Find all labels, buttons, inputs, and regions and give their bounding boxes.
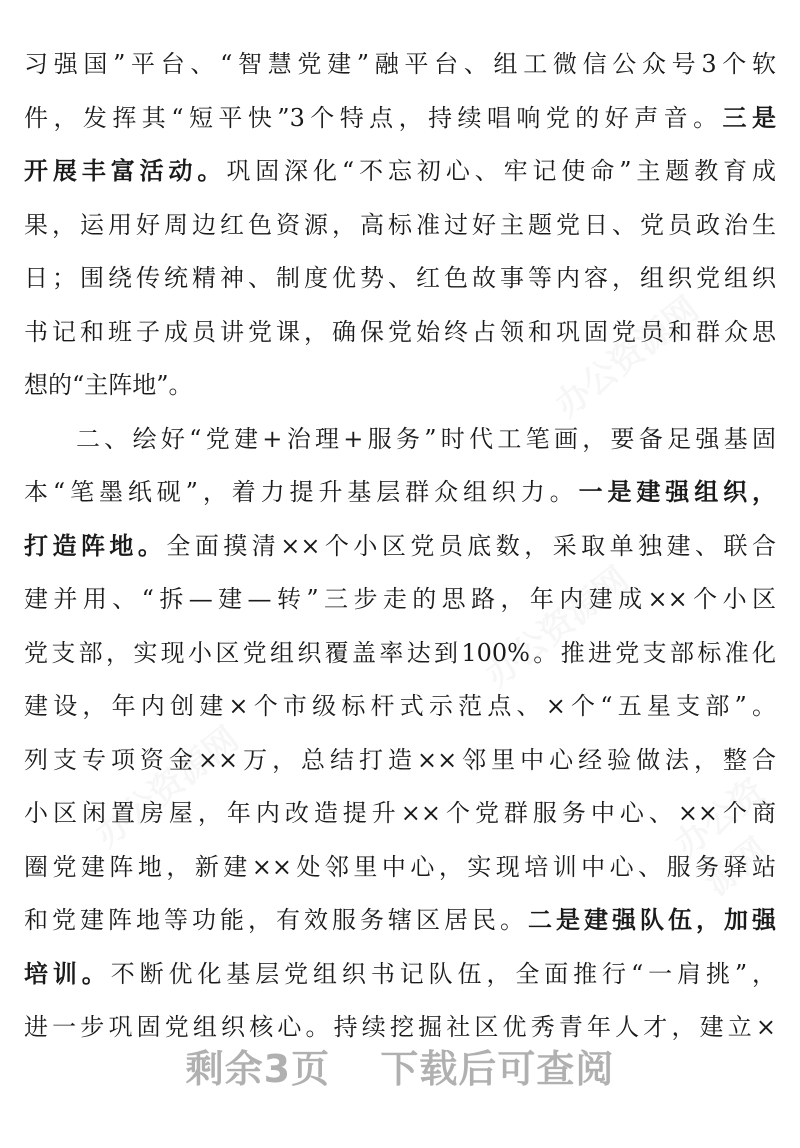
text-line — [24, 199, 776, 253]
body-text: 全面摸清××个小区党员底数，采取单独建、联合 — [166, 531, 777, 560]
body-text: 圈党建阵地，新建××处邻里中心，实现培训中心、服务驿站 — [24, 852, 776, 881]
text-line — [24, 252, 776, 306]
text-line — [24, 680, 776, 734]
bold-text: 一是建强组织， — [578, 478, 777, 506]
body-text: 日；围绕传统精神、制度优势、红色故事等内容，组织党组织 — [24, 264, 776, 292]
download-prompt[interactable] — [0, 1038, 800, 1093]
body-text: 进一步巩固党组织核心。持续挖掘社区优秀青年人才，建立× — [24, 1013, 776, 1041]
body-text: 习强国”平台、“智慧党建”融平台、组工微信公众号3个软 — [24, 50, 776, 78]
body-text: 和党建阵地等功能，有效服务辖区居民。 — [24, 906, 528, 934]
body-text: 小区闲置房屋，年内改造提升××个党群服务中心、××个商 — [24, 799, 776, 827]
text-line — [24, 92, 776, 146]
text-line — [24, 306, 776, 360]
download-to-view-label: 下载后可查阅 — [380, 1047, 615, 1091]
document-body — [24, 38, 776, 1055]
bold-text: 二是建强队伍，加强 — [528, 906, 776, 934]
body-text: 不断优化基层党组织书记队伍，全面推行“一肩挑”， — [110, 959, 777, 988]
text-line — [24, 38, 776, 92]
body-text: 建并用、“拆—建—转”三步走的思路，年内建成××个小区 — [24, 585, 776, 613]
text-line — [24, 894, 776, 948]
bold-text: 培训。 — [24, 959, 111, 988]
body-text: 巩固深化“不忘初心、牢记使命”主题教育成 — [226, 157, 777, 185]
bold-text: 打造阵地。 — [24, 531, 167, 560]
text-line — [24, 573, 776, 627]
text-line — [24, 841, 776, 895]
text-line — [24, 466, 776, 520]
body-text: 书记和班子成员讲党课，确保党始终占领和巩固党员和群众思 — [24, 317, 776, 346]
body-text: 想的“主阵地”。 — [24, 371, 193, 399]
text-line — [24, 734, 776, 788]
body-text: 二、绘好“党建+治理+服务”时代工笔画，要备足强基固 — [76, 424, 776, 453]
text-line — [24, 948, 776, 1002]
remaining-pages-label: 剩余3页 — [185, 1047, 331, 1091]
body-text: 建设，年内创建×个市级标杆式示范点、×个“五星支部”。 — [24, 692, 776, 720]
text-line — [24, 145, 776, 199]
body-text: 列支专项资金××万，总结打造××邻里中心经验做法，整合 — [24, 745, 776, 774]
body-text: 党支部，实现小区党组织覆盖率达到100%。推进党支部标准化 — [24, 638, 776, 667]
text-line — [24, 787, 776, 841]
text-line — [24, 413, 776, 467]
bold-text: 三是 — [722, 103, 776, 132]
bold-text: 开展丰富活动。 — [24, 157, 227, 185]
text-line — [24, 627, 776, 681]
body-text: 件，发挥其“短平快”3个特点，持续唱响党的好声音。 — [24, 103, 723, 132]
text-line — [24, 520, 776, 574]
body-text: 本“笔墨纸砚”，着力提升基层群众组织力。 — [24, 478, 579, 506]
text-line — [24, 359, 776, 413]
body-text: 果，运用好周边红色资源，高标准过好主题党日、党员政治生 — [24, 210, 776, 239]
